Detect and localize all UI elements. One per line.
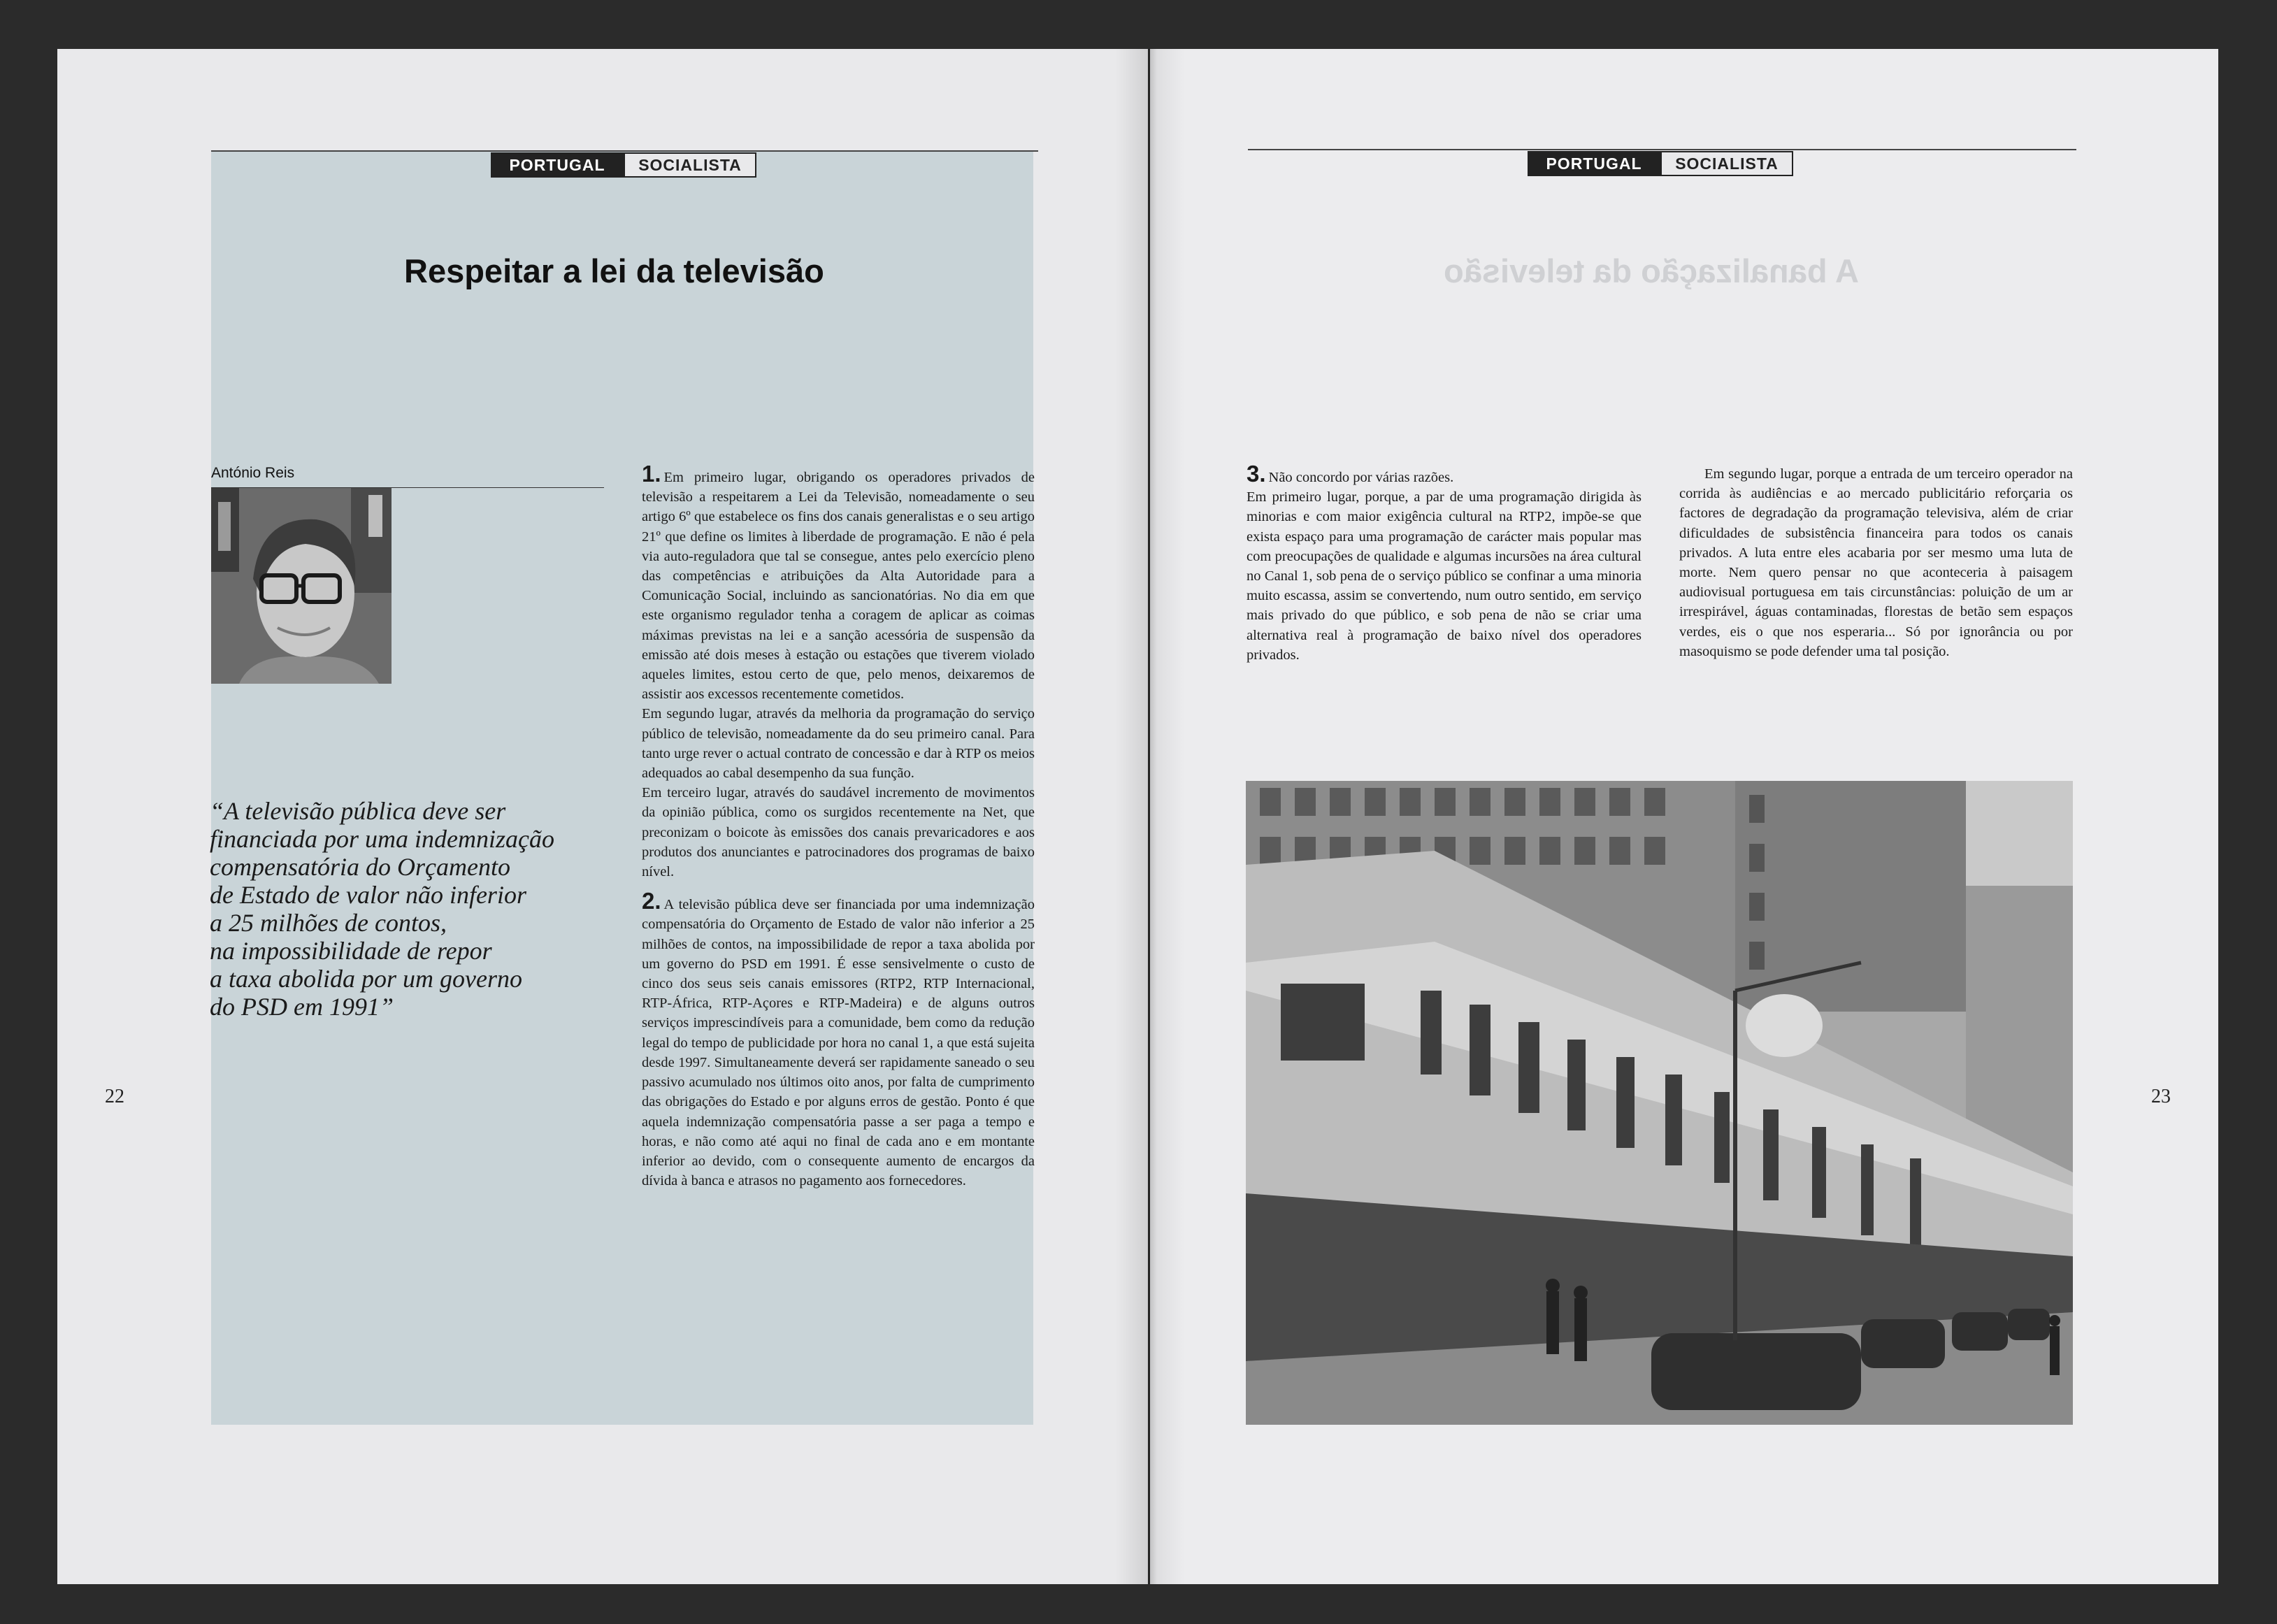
masthead-socialista: SOCIALISTA [1660,151,1793,176]
right-text-column-2 [1679,464,2073,661]
quote-line: “A televisão pública deve ser [210,797,506,825]
masthead-portugal: PORTUGAL [491,152,624,178]
quote-line: a 25 milhões de contos, [210,909,447,937]
masthead-portugal: PORTUGAL [1528,151,1660,176]
quote-line: compensatória do Orçamento [210,853,510,881]
spine-shadow [1115,49,1185,1584]
masthead-left [491,152,756,178]
show-through-title: A banalização da televisão [1444,252,1859,289]
section-3-intro: Não concordo por várias razões. [1268,470,1454,485]
quote-line: de Estado de valor não inferior [210,881,526,909]
author-name: António Reis [211,465,295,481]
quote-line: a taxa abolida por um governo [210,965,522,993]
top-rule-left [211,150,1038,152]
quote-line: do PSD em 1991” [210,993,394,1021]
page-number-left: 22 [105,1086,124,1107]
section-3-number: 3. [1247,461,1266,487]
section-2-para-1: A televisão pública deve ser financiada por uma indemnização compensatória do Orçamento de Estado de valor não inferior a 25 milhões de contos, na impossibilidade de repor a taxa abolida por um governo do PSD em 1991. É esse sensivelmente o custo de cinco dos seus seis canais emissores (RTP2, RTP Internacional, RTP-África, RTP-Açores e RTP-Madeira) e de alguns outros serviços imprescindíveis para a comunidade, bem como da redução legal do tempo de publicidade por hora no canal 1, a que está sujeita desde 1997. Simultaneamente deverá ser rapidamente saneado o seu passivo acumulado nos últimos oito anos, por falta de cumprimento das obrigações do Estado e por alguns erros de gestão. Ponto é que aquela indemnização compensatória passe a ser paga a tempo e horas, e não como até aqui no final de cada ano e em montante inferior ao devido, com o consequente aumento de encargos da dívida à banca e atrasos no pagamento aos fornecedores. [642,897,1035,1189]
street-building-photo [1246,781,2073,1425]
section-1-para-2: Em segundo lugar, através da melhoria da programação do serviço público de televisão, nomeadamente da do seu primeiro canal. Para tanto urge rever o actual contrato de concessão e dar à RTP os meios adequados ao cabal desempenho da sua função. [642,706,1035,782]
right-text-column-1 [1247,461,1642,665]
portrait-image [211,488,392,684]
section-1-para-1: Em primeiro lugar, obrigando os operadores privados de televisão a respeitarem a Lei da Televisão, nomeadamente o seu artigo 6º que estabelece os fins dos canais generalistas e o seu artigo 21º que define os limites à liberdade de programação. E não é pela via auto-reguladora que tal se consegue, antes pelo exercício pleno das competências e atribuições da Alta Autoridade para a Comunicação Social, incluindo as sancionatórias. No dia em que este organismo regulador tenha a coragem de aplicar as coimas máximas previstas na lei e a sanção acessória de suspensão da emissão até dois meses à estação ou estações que tiverem violado aqueles limites, estou certo de que, pelo menos, deixaremos de assistir aos excessos recentemente cometidos. [642,470,1035,703]
photo-image [1246,781,2073,1425]
masthead-socialista: SOCIALISTA [624,152,756,178]
page-number-right: 23 [2151,1086,2171,1107]
article-title: Respeitar a lei da televisão [404,252,824,289]
masthead-right [1528,151,1793,176]
quote-line: financiada por uma indemnização [210,825,554,853]
section-3-para-1: Em primeiro lugar, porque, a par de uma programação dirigida às minorias e com maior exigência cultural na RTP2, impõe-se que exista espaço para uma programação de carácter mais popular mas com preocupações de qualidade e algumas incursões na área cultural no Canal 1, sob pena de o serviço público se confinar a uma minoria muito escassa, assim se convertendo, num outro sentido, em serviço mais privado do que público, e sob pena de não se criar uma alternativa real à programação de baixo nível dos operadores privados. [1247,489,1642,663]
author-portrait [211,488,392,684]
top-rule-right [1248,149,2076,150]
left-text-column [642,461,1035,1191]
section-3-para-2: Em segundo lugar, porque a entrada de um terceiro operador na corrida às audiências e ao mercado publicitário reforçaria os factores de degradação da programação televisiva, além de criar dificuldades de subsistência financeira para todos os canais privados. A luta entre eles acabaria por ser mesmo uma luta de morte. Nem quero pensar no que aconteceria à paisagem audiovisual portuguesa em tais circunstâncias: poluição de um ar irrespirável, águas contaminadas, florestas de betão sem espaços verdes, eis o que nos esperaria... Só por ignorância ou por masoquismo se pode defender uma tal posição. [1679,466,2073,659]
section-2-number: 2. [642,888,661,914]
section-1-para-3: Em terceiro lugar, através do saudável incremento de movimentos da opinião pública, como os surgidos recentemente na Net, que preconizam o boicote às emissões dos canais prevaricadores e aos produtos dos anunciantes e patrocinadores dos programas de baixo nível. [642,785,1035,880]
pull-quote [210,797,587,1021]
quote-line: na impossibilidade de repor [210,937,492,965]
section-1-number: 1. [642,461,661,487]
